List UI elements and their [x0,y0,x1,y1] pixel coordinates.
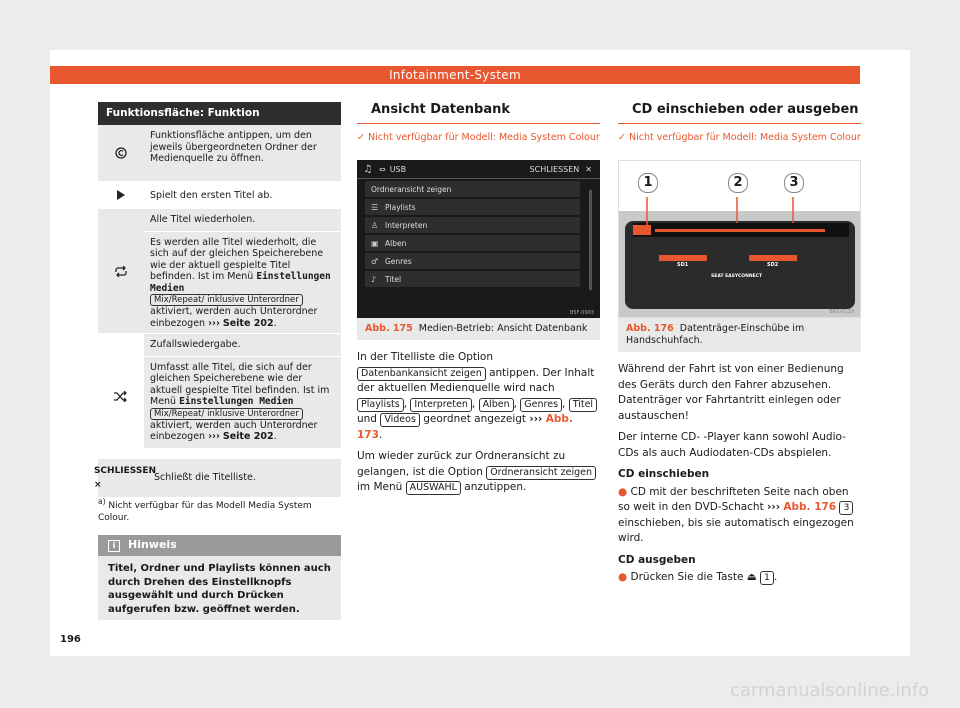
title-icon: ♪ [371,274,377,284]
screen-item-label: Interpreten [385,220,428,230]
music-note-icon: ♫ [363,163,373,175]
section-title: Ansicht Datenbank [357,102,600,124]
text: und [357,413,377,425]
callout-number: 1 [760,571,774,585]
footnote-text: Nicht verfügbar für das Modell Media System Colour. [98,501,312,523]
row-text: Es werden alle Titel wiederholt, die sich auf der gleichen Speicherebene wie der aktuell gespielte Titel befinden. Ist im Menü Einstellungen Medien Mix/Repeat/ inklusive Unterordner aktiviert, werden auch Unterordner einbezogen ››› Seite 202. [144,232,341,336]
row-text: Umfasst alle Titel, die sich auf der gleichen Speicherebene wie der aktuell gespielte Titel befinden. Ist im Menü Einstellungen Medien Mix/Repeat/ inklusive Unterordner aktiviert, werden auch Unterordner einbezogen ››› Seite 202. [144,357,341,449]
figure-code: BRS-0139 [829,309,854,315]
row-text: Spielt den ersten Titel ab. [150,190,273,201]
hint-box [98,535,341,620]
bullet-item [618,485,861,547]
screen-scrollbar [589,190,592,290]
figure-code: B5F-0903 [569,310,594,316]
callout-2: 2 [728,173,748,193]
screen-item-label: Alben [385,238,407,248]
function-table [93,102,341,498]
subheading: CD ausgeben [618,553,696,566]
row-text-part: Umfasst alle Titel, die sich auf der gleichen Speicherebene wie der aktuell gespielte Titel befinden. Ist im Menü [150,361,330,407]
paragraph: Der interne CD- -Player kann sowohl Audio-CDs als auch Audiodaten-CDs abspielen. [618,431,846,459]
caption-label: Abb. 176 [626,323,674,334]
callout-1: 1 [638,173,658,193]
availability-text: Nicht verfügbar für Modell: Media System Colour [628,132,861,143]
section3-body [618,362,861,592]
paragraph: Während der Fahrt ist von einer Bedienung des Geräts durch den Fahrer abzusehen. Datenträger vor Fahrtantritt einlegen oder austauschen! [618,363,844,422]
table-row [93,459,341,498]
text: geordnet angezeigt [423,413,527,425]
info-icon: i [108,540,120,552]
screen-item [365,181,580,197]
subheading: CD einschieben [618,468,710,480]
availability-note: ✓ Nicht verfügbar für Modell: Media System Colour [618,132,861,143]
option-key: Ordneransicht zeigen [486,466,596,480]
screen-header [357,160,600,179]
text: antippen. Der Inhalt der aktuellen Medienquelle wird nach [357,366,595,394]
brand-label: SEAT EASYCONNECT [711,274,763,279]
option-key: Datenbankansicht zeigen [357,367,486,381]
callout-number: 3 [839,501,853,515]
menu-path: Einstellungen Medien [150,271,331,294]
option-key: Mix/Repeat/ inklusive Unterordner [150,294,303,306]
playlist-icon: ☰ [371,202,379,212]
screen-close-label: SCHLIESSEN [529,164,580,174]
section-database-view [357,102,600,144]
section-title: CD einschieben oder ausgeben [618,102,861,124]
bullet-icon: ● [618,571,628,583]
text: einschieben, bis sie automatisch eingezogen wird. [618,516,854,544]
option-key: Playlists [357,398,404,412]
screen-item [365,199,580,215]
text: Um wieder zurück zur Ordneransicht zu gelangen, ist die Option [357,450,566,478]
menu-path: Einstellungen Medien [179,396,294,407]
text: im Menü [357,481,403,493]
ref-arrow: ››› [208,431,220,442]
option-key: Videos [380,413,420,427]
table-row [98,209,341,334]
media-screen-figure [357,160,600,318]
ref-arrow: ››› [767,501,781,513]
shuffle-icon [98,334,144,458]
ref-arrow: ››› [208,317,220,329]
usb-icon: ⇔ [379,164,386,174]
screen-item [365,253,580,269]
album-icon: ▣ [371,238,379,248]
screen-item [365,217,580,233]
table-row [98,182,341,209]
glovebox-figure [618,160,861,318]
section2-body [357,350,600,502]
screen-source: USB [389,164,407,174]
row-text: Funktionsfläche antippen, um den jeweils übergeordneten Ordner der Medienquelle zu öffnen. [150,130,317,164]
availability-note: ✓ Nicht verfügbar für Modell: Media System Colour [357,132,600,143]
option-key: AUSWAHL [406,481,461,495]
paragraph [357,449,600,496]
footnote [98,496,341,524]
caption-label: Abb. 175 [365,323,413,334]
close-icon: ✕ [585,164,592,174]
table-row [98,125,341,182]
screen-item-label: Playlists [385,202,416,212]
table-header: Funktionsfläche: Funktion [98,102,341,125]
row-text-part: aktiviert, werden auch Unterordner einbezogen [150,419,318,442]
option-key: Interpreten [410,398,471,412]
callout-3: 3 [784,173,804,193]
option-key: Alben [479,398,514,412]
option-key: Genres [520,398,562,412]
text: In der Titelliste die Option [357,351,494,363]
screen-item-label: Ordneransicht zeigen [371,184,452,194]
figure-caption [357,318,600,340]
genre-icon: ♂ [371,256,379,266]
row-text: Alle Titel wiederholen. [144,209,341,232]
screen-item-label: Titel [385,274,402,284]
table-row [98,334,341,459]
figure-reference[interactable]: Abb. 176 [783,501,837,513]
row-text-part: aktiviert, werden auch Unterordner einbezogen [150,306,318,329]
bullet-icon: ● [618,485,628,498]
figure-reference[interactable]: Abb. 173 [357,413,573,441]
row-text: Schließt die Titelliste. [154,472,256,483]
footnote-marker: a) [98,497,106,506]
hint-header [98,535,341,556]
page-header: Infotainment-System [50,66,860,84]
repeat-icon [98,209,144,333]
close-label: SCHLIESSEN × [93,466,157,490]
row-text: Zufallswiedergabe. [144,334,341,357]
watermark: carmanualsonline.info [730,680,930,701]
page-reference[interactable]: Seite 202 [222,317,274,329]
artist-icon: ♙ [371,220,379,230]
folder-up-icon [98,125,144,181]
page-reference[interactable]: Seite 202 [222,431,274,442]
row-text-part: Es werden alle Titel wiederholt, die sich auf der gleichen Speicherebene wie der aktuell gespielte Titel befinden. Ist im Menü [150,236,324,282]
eject-icon: ⏏ [746,571,757,583]
caption-text: Medien-Betrieb: Ansicht Datenbank [418,323,588,334]
slot-label-sd1: SD1 [677,262,689,268]
section-cd [618,102,861,144]
hint-text: Titel, Ordner und Playlists können auch durch Drehen des Einstellknopfs ausgewählt und durch Drücken aufgerufen bzw. geöffnet werden. [108,563,331,615]
page-number: 196 [60,634,81,645]
play-icon [98,182,144,208]
figure-caption [618,318,861,352]
screen-item [365,271,580,287]
screen-item [365,235,580,251]
option-key: Titel [569,398,597,412]
text: Drücken Sie die Taste [630,571,744,583]
screen-item-label: Genres [385,256,412,266]
paragraph: In der Titelliste die Option Datenbankansicht zeigen antippen. Der Inhalt der aktuellen Medienquelle wird nach Playlists , Interpreten , Alben , Genres , Titel und Videos geordnet angezeigt ››› Abb. 173. [357,350,600,443]
bullet-item: ● Drücken Sie die Taste ⏏ 1 . [618,571,778,583]
availability-text: Nicht verfügbar für Modell: Media System Colour [367,132,600,143]
ref-arrow: ››› [529,413,543,425]
hint-title: Hinweis [128,538,177,551]
slot-label-sd2: SD2 [767,262,779,268]
text: CD mit der beschrifteten Seite nach oben so weit in den DVD-Schacht [618,485,849,513]
option-key: Mix/Repeat/ inklusive Unterordner [150,408,303,420]
caption-text: Datenträger-Einschübe im Handschuhfach. [626,323,805,346]
text: anzutippen. [464,481,527,493]
